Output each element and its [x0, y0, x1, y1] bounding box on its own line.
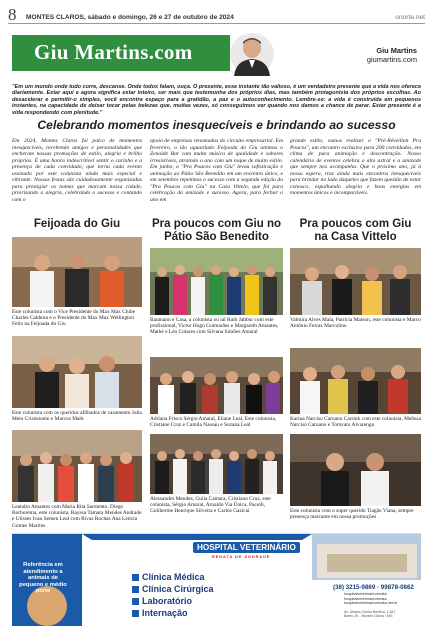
page-header-bar: [8, 6, 425, 24]
photo-patio-3: [150, 434, 283, 494]
ad-logo: HOSPITAL VETERINÁRIO: [193, 542, 300, 553]
caption-patio-3: Alessandro Mendes, Guila Camara, Cristiano Cruz, este colunista, Sérgio Amaral, Arnaldo Via Única, Pacelli, Guilherme Henrique Silveira e Carlos Gazicai: [150, 496, 271, 515]
ad-service-4: Internação: [132, 608, 188, 618]
ad-service-3: Laboratório: [132, 596, 192, 606]
site-url[interactable]: onorte.net: [395, 14, 425, 21]
article-column-1: Em 2024, Montes Claros foi palco de momentos inesquecíveis, recebendo amigos e personalidades que encheram nossas promoções de estilo, alegria e brilho próprios. É uma honra indescritível sentir o carinho e a presença de cada convidado, que torna cada evento assinado por este colunista ainda mais especial e vibrante. Nossas festas são cuidadosamente organizadas para prestigiar os nomes que marcam nossa cidade, priorizando a alegria, celebrando o sucesso e contando com o: [12, 138, 142, 203]
caption-patio-1: Baumann e Casa, a colunista ou ial Ruth Jabbur com este profissional, Victor Hugo Guimarães e Margareth Amantes, Mathé e Léo Colares com Silvana Simões Amaral: [150, 317, 279, 336]
photo-patio-2: [150, 357, 283, 414]
intro-quote: "Em um mundo onde tudo corre, descanse. Onde todos falam, ouça. O presente, esse instante tão valioso, é um verdadeiro presente que a vida nos oferece diariamente. Estar aqui e agora significa estar inteiro, ser mais que testemunha dos próprios dias, mas também protagonista dos próprios escolhas. Ao desacelerar e permitir-o simples, você encontra espaço para a gratidão, a paz e o autoconhecimento. Lembre-se: a vida é construída em pequenos instantes, na capacidade de deixar tocar pelas belezas que, muitas vezes, só conseguimos ver quando nos damos a chance de parar. Estar presente é a vida respondendo com plenitude.": [12, 84, 421, 116]
caption-patio-2: Adriana Frisco Sérgio Amaral, Eliane Leal, Este colunista, Cristiane Cruz e Camila Nassau e Suzana Leal: [150, 416, 277, 429]
column-banner: [12, 35, 218, 71]
page-number: 8: [8, 5, 17, 24]
photo-patio-1: [150, 248, 283, 315]
ad-instagram[interactable]: hospitalveterinariorenata: [344, 591, 387, 596]
ad-service-1: Clínica Médica: [132, 572, 205, 582]
column-title: Giu Martins.com: [34, 40, 193, 64]
caption-feijoada-2: Este colunista com os queridos afilhados de casamento Julia Melo Crisóstomo e Marcos Mark: [12, 410, 142, 423]
photo-vittelo-3: [290, 434, 421, 506]
ad-referral-text: Referência em atendimento a animais de pequeno e médio porte: [19, 562, 67, 595]
photo-feijoada-1: [12, 237, 142, 307]
plus-icon: [132, 598, 139, 605]
ad-address: Av. Ubaldo Cunha Benfica, 1.847 Bairro JK - Montes Claros / MG: [344, 610, 396, 619]
ad-facebook[interactable]: hospitalveterinariorenata: [344, 595, 387, 601]
article-column-2: apoio de empresas renomadas do circuito empresarial. Em fevereiro, o tão aguardado Feijoada do Giu animou o Zenaide Bar com muita música de qualidade e sabores irresistíveis, atraindo o ano com um toque de muito estilo. Em junho, o "Pra Poucos com Giu" levou sofisticação e animação ao Pátio São Benedito em um encontro único, e em setembro repetimos o sucesso com a segunda edição do "Pra Poucos com Giu" na Casa Vittelo, que foi pura celebração da amizade e sucesso. Agora, para fechar o ano em: [150, 138, 283, 203]
article-headline: Celebrando momentos inesquecíveis e brindando ao sucesso: [37, 118, 396, 132]
plus-icon: [132, 610, 139, 617]
caption-vittelo-3: Este colunista com o super querido Tiagão Viana, sempre presença marcante em nossa promoções: [290, 508, 414, 521]
columnist-portrait: [222, 32, 282, 76]
photo-vittelo-2: [290, 348, 421, 414]
caption-feijoada-3: Leandro Amantes com Maria Rita Sarmento, Diego Borborema, este colunista, Rayssa Tamara Mendes Andrade e Ulisses Ivan Semen Leal com Rivas Rochas Ana Leticia Gomes Martins: [12, 504, 142, 529]
caption-vittelo-1: Valmira Alves Maia, Patrícia Maison, este colunista e Marco Antônio Ferraz Marcolino: [290, 317, 421, 330]
dateline: MONTES CLAROS, sábado e domingo, 26 e 27 de outubro de 2024: [26, 14, 234, 21]
columnist-name: Giu Martins: [376, 46, 417, 55]
photo-feijoada-3: [12, 430, 142, 502]
caption-feijoada-1: Este colunista com o Vice Presidente do Max Max Clube Charles Caldeira e o Presidente do Max Max Wellington Felix na Feijoada do Giu: [12, 309, 136, 328]
section-title-patio: Pra poucos com Giu no Pátio São Benedito: [151, 218, 282, 243]
columnist-site[interactable]: giumartins.com: [366, 55, 417, 64]
caption-vittelo-2: Karina Narciso Caruano Carrink com este colunista, Melissa Narciso Caruano e Tomyato Alvarenga: [290, 416, 421, 429]
article-column-3: grande estilo, vamos realizar o "Pré-Réveillon Pra Poucos", um encontro exclusivo para 200 convidados, em clima de pura animação e descontração. Nosso calendário de eventos celebra o alto astral e a amizade que sempre nos acompanha. Que o próximo ano, já à nossa espera, traz ainda mais encontros inesquecíveis para brindar no lado daqueles que fazem questão de estar conosco, espalhando alegria e boas energias em momentos únicos e incomparáveis.: [290, 138, 421, 196]
photo-feijoada-2: [12, 336, 142, 408]
photo-vittelo-1: [290, 248, 421, 315]
ad-contact-list: [344, 592, 398, 606]
ad-website[interactable]: hospitalveterinariorenata.net.br: [344, 600, 398, 606]
ad-service-2: Clínica Cirúrgica: [132, 584, 214, 594]
section-title-vittelo: Pra poucos com Giu na Casa Vittelo: [299, 218, 412, 243]
plus-icon: [132, 574, 139, 581]
hospital-advertisement[interactable]: [12, 533, 421, 626]
ad-phone-numbers[interactable]: (38) 3215-9869 · 99878-0862: [333, 584, 414, 591]
ad-logo-subtitle: RENATA DE ANDRADE: [212, 555, 271, 559]
plus-icon: [132, 586, 139, 593]
section-title-feijoada: Feijoada do Giu: [33, 218, 121, 230]
